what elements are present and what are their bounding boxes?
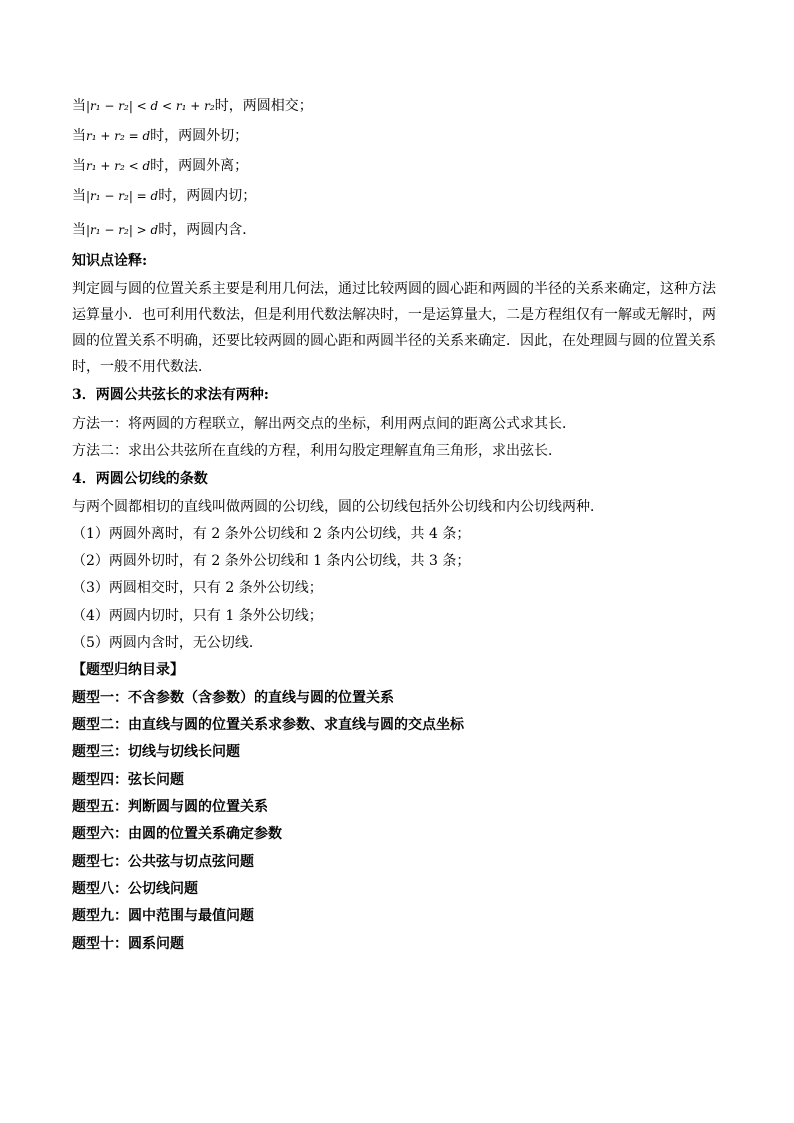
relation-text: 时，两圆相交； [214,98,313,114]
explain-line: 运算量小．也可利用代数法，但是利用代数法解决时，一是运算量大，二是方程组仅有一解或无解时，两 [72,307,716,323]
relation-math: r₁ + r₂ < d [86,159,151,173]
relation-line-internal-tangent [72,186,256,206]
relation-math: |r₁ − r₂| < d < r₁ + r₂ [86,99,215,113]
relation-line-separate [72,156,248,176]
section3-line: 方法一：将两圆的方程联立，解出两交点的坐标，利用两点间的距离公式求其长． [72,416,576,432]
explain-heading: 知识点诠释: [72,253,148,269]
relation-prefix: 当 [72,188,86,204]
catalog-item: 题型四：弦长问题 [72,772,184,788]
section3-heading: 3．两圆公共弦长的求法有两种: [72,387,269,403]
catalog-heading: 【题型归纳目录】 [72,662,184,678]
catalog-item: 题型一：不含参数（含参数）的直线与圆的位置关系 [72,690,394,706]
catalog-item: 题型八：公切线问题 [72,881,198,897]
relation-text: 时，两圆内含． [158,222,257,238]
relation-text: 时，两圆外离； [150,158,249,174]
catalog-item: 题型七：公共弦与切点弦问题 [72,854,254,870]
relation-text: 时，两圆内切； [158,188,257,204]
relation-math: r₁ + r₂ = d [86,129,151,143]
section4-intro: 与两个圆都相切的直线叫做两圆的公切线，圆的公切线包括外公切线和内公切线两种． [72,499,604,515]
section4-item: （1）两圆外离时，有 2 条外公切线和 2 条内公切线，共 4 条； [72,526,471,542]
relation-prefix: 当 [72,98,86,114]
relation-math: |r₁ − r₂| = d [86,189,159,203]
catalog-item: 题型五：判断圆与圆的位置关系 [72,799,268,815]
catalog-item: 题型三：切线与切线长问题 [72,744,240,760]
catalog-item: 题型九：圆中范围与最值问题 [72,908,254,924]
relation-prefix: 当 [72,222,86,238]
catalog-item: 题型六：由圆的位置关系确定参数 [72,826,282,842]
catalog-item: 题型十：圆系问题 [72,936,184,952]
explain-line: 圆的位置关系不明确，还要比较两圆的圆心距和两圆半径的关系来确定．因此，在处理圆与圆的位置关系 [72,333,716,349]
relation-prefix: 当 [72,158,86,174]
relation-line-intersect [72,96,313,116]
section4-heading: 4．两圆公切线的条数 [72,471,208,487]
relation-prefix: 当 [72,128,86,144]
explain-line: 时，一般不用代数法． [72,359,212,375]
relation-text: 时，两圆外切； [150,128,249,144]
relation-line-contained [72,220,256,240]
section3-line: 方法二：求出公共弦所在直线的方程，利用勾股定理解直角三角形，求出弦长． [72,443,562,459]
explain-line: 判定圆与圆的位置关系主要是利用几何法，通过比较两圆的圆心距和两圆的半径的关系来确定，这种方法 [72,281,716,297]
section4-item: （2）两圆外切时，有 2 条外公切线和 1 条内公切线，共 3 条； [72,553,471,569]
catalog-item: 题型二：由直线与圆的位置关系求参数、求直线与圆的交点坐标 [72,717,464,733]
section4-item: （4）两圆内切时，只有 1 条外公切线； [72,608,323,624]
section4-item: （5）两圆内含时，无公切线． [72,635,263,651]
relation-line-external-tangent [72,126,248,146]
section4-item: （3）两圆相交时，只有 2 条外公切线； [72,580,323,596]
relation-math: |r₁ − r₂| > d [86,223,159,237]
